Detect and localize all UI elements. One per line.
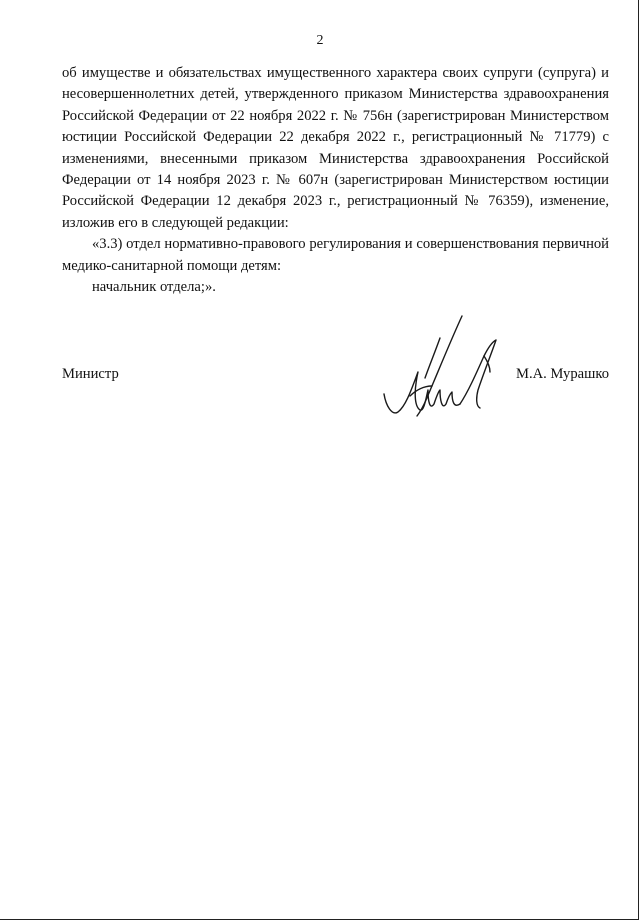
document-body [62,63,609,298]
signer-position: Министр [62,366,119,382]
paragraph-new-wording: «3.3) отдел нормативно-правового регулирования и совершенствования первичной медико-санитарной помощи детям: [62,236,609,274]
paragraph-head-of-department: начальник отдела;». [92,279,216,296]
signer-name: М.А. Мурашко [515,366,609,382]
handwritten-signature [380,312,505,422]
paragraph-amendment-text: об имуществе и обязательствах имущественного характера своих супруги (супруга) и несовершеннолетних детей, утвержденного приказом Министерства здравоохранения Российской Федерации от 22 ноября 2022 г. № 756н (зарегистрирован Министерством юстиции Российской Федерации 22 декабря 2022 г., регистрационный № 71779) с изменениями, внесенными приказом Министерства здравоохранения Российской Федерации от 14 ноября 2023 г. № 607н (зарегистрирован Министерством юстиции Российской Федерации 12 декабря 2023 г., регистрационный № 76359), изменение, изложив его в следующей редакции: [62,65,609,231]
page-number: 2 [316,33,324,48]
signature-block [62,360,609,450]
